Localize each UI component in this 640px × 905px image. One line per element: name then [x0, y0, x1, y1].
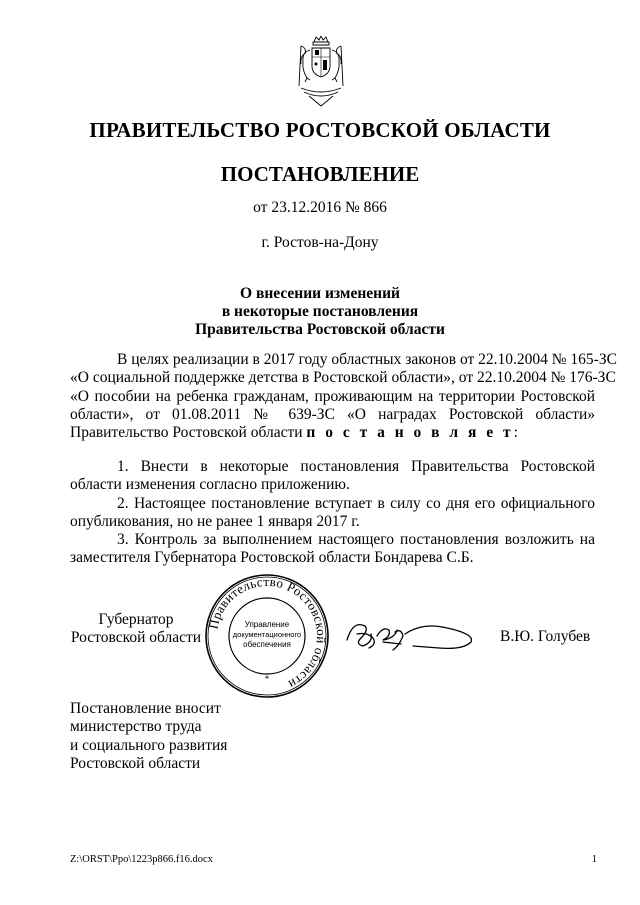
preamble-line: области», от 01.08.2011 № 639-ЗС «О наградах Ростовской области»: [70, 405, 595, 423]
signatory-position: [70, 611, 202, 648]
submitter-line: Ростовской области: [70, 754, 201, 772]
footer-file-path: Z:\ORST\Ppo\1223p866.f16.docx: [70, 854, 213, 865]
handwritten-signature: [343, 612, 483, 656]
svg-text:Управление: Управление: [244, 620, 290, 629]
preamble: [70, 351, 617, 442]
resolution-item: 3. Контроль за выполнением настоящего постановления возложить на заместителя Губернатора Ростовской области Бондарева С.Б.: [70, 531, 595, 567]
document-type: ПОСТАНОВЛЕНИЕ: [220, 162, 420, 186]
position-line: Ростовской области: [70, 629, 202, 647]
resolution-items: [70, 458, 595, 568]
resolves-word: п о с т а н о в л я е т: [306, 424, 514, 442]
subject-line: в некоторые постановления: [221, 303, 419, 320]
svg-text:Правительство Ростовской облас: Правительство Ростовской области: [205, 573, 330, 693]
preamble-line: «О пособии на ребенка гражданам, проживающим на территории Ростовской: [70, 387, 595, 405]
svg-text:*: *: [264, 674, 270, 684]
page-number: 1: [591, 854, 597, 865]
coat-of-arms-icon: [295, 36, 347, 108]
submitter-note: [70, 700, 227, 773]
position-line: Губернатор: [98, 611, 174, 628]
document-city: г. Ростов-на-Дону: [261, 234, 379, 251]
submitter-line: Постановление вносит: [70, 700, 221, 717]
resolution-item: 1. Внести в некоторые постановления Правительства Ростовской области изменения согласно приложению.: [70, 458, 595, 494]
organization-title: ПРАВИТЕЛЬСТВО РОСТОВСКОЙ ОБЛАСТИ: [89, 118, 551, 142]
preamble-last-line: [70, 424, 595, 442]
preamble-colon: :: [513, 424, 518, 442]
preamble-line: В целях реализации в 2017 году областных законов от 22.10.2004 № 165-ЗС: [117, 351, 617, 368]
preamble-line: «О социальной поддержке детства в Ростовской области», от 22.10.2004 № 176-ЗС: [70, 369, 616, 387]
subject-line: Правительства Ростовской области: [195, 321, 445, 338]
official-seal: [203, 572, 331, 700]
submitter-line: и социального развития: [70, 736, 228, 754]
resolution-item: 2. Настоящее постановление вступает в силу со дня его официального опубликования, но не ранее 1 января 2017 г.: [70, 494, 595, 530]
submitter-line: министерство труда: [70, 718, 202, 736]
document-date-number: от 23.12.2016 № 866: [253, 199, 387, 216]
signatory-name: В.Ю. Голубев: [500, 628, 591, 645]
svg-text:обеспечения: обеспечения: [243, 640, 291, 649]
subject-line: О внесении изменений: [240, 285, 400, 302]
document-subject: [0, 285, 640, 339]
preamble-text: Правительство Ростовской области: [70, 424, 307, 442]
svg-text:документационного: документационного: [232, 630, 302, 639]
